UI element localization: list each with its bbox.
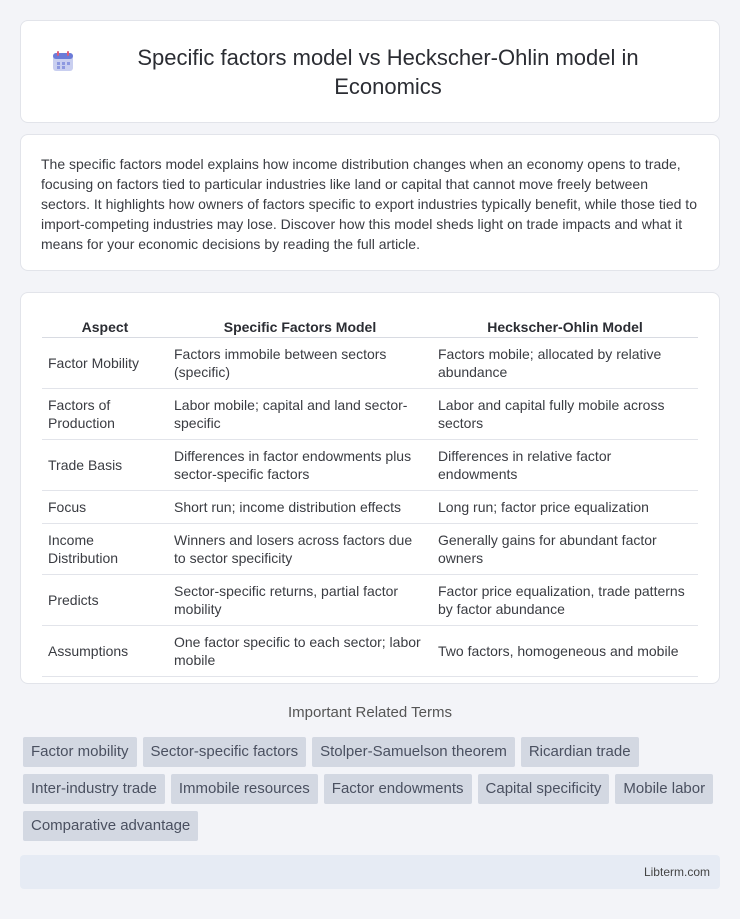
related-terms-list [23, 737, 723, 848]
cell-ho: Differences in relative factor endowments [432, 440, 698, 491]
cell-specific: Short run; income distribution effects [168, 491, 432, 524]
cell-aspect: Income Distribution [42, 524, 168, 575]
tag-capital-specificity[interactable]: Capital specificity [478, 774, 610, 804]
cell-ho: Two factors, homogeneous and mobile [432, 626, 698, 677]
intro-text: The specific factors model explains how income distribution changes when an economy opens to trade, focusing on factors tied to particular industries like land or capital that cannot move freely between sectors. It highlights how owners of factors specific to export industries typically benefit, while those tied to import-competing industries may lose. Discover how this model sheds light on trade impacts and what it means for your economic decisions by reading the full article. [41, 156, 697, 252]
intro-card [20, 134, 720, 271]
cell-aspect: Trade Basis [42, 440, 168, 491]
tag-sector-specific-factors[interactable]: Sector-specific factors [143, 737, 307, 767]
cell-specific: Winners and losers across factors due to sector specificity [168, 524, 432, 575]
header-specific-factors: Specific Factors Model [168, 315, 432, 338]
table-row [42, 575, 698, 626]
cell-aspect: Factors of Production [42, 389, 168, 440]
tag-factor-mobility[interactable]: Factor mobility [23, 737, 137, 767]
page-title: Specific factors model vs Heckscher-Ohlin model in Economics [137, 44, 639, 99]
comparison-card [20, 292, 720, 684]
footer-site-link[interactable]: Libterm.com [643, 865, 710, 879]
cell-aspect: Focus [42, 491, 168, 524]
table-row [42, 524, 698, 575]
comparison-table [42, 315, 698, 677]
cell-ho: Generally gains for abundant factor owners [432, 524, 698, 575]
table-row [42, 389, 698, 440]
header-heckscher-ohlin: Heckscher-Ohlin Model [432, 315, 698, 338]
cell-specific: Sector-specific returns, partial factor mobility [168, 575, 432, 626]
tag-factor-endowments[interactable]: Factor endowments [324, 774, 472, 804]
cell-specific: Factors immobile between sectors (specific) [168, 338, 432, 389]
tag-inter-industry-trade[interactable]: Inter-industry trade [23, 774, 165, 804]
cell-specific: One factor specific to each sector; labor mobile [168, 626, 432, 677]
cell-aspect: Assumptions [42, 626, 168, 677]
related-terms-title: Important Related Terms [288, 704, 452, 721]
title-wrap [51, 43, 689, 101]
title-card [20, 20, 720, 123]
cell-specific: Differences in factor endowments plus sector-specific factors [168, 440, 432, 491]
table-row [42, 440, 698, 491]
cell-ho: Long run; factor price equalization [432, 491, 698, 524]
table-row [42, 338, 698, 389]
cell-ho: Factors mobile; allocated by relative abundance [432, 338, 698, 389]
table-row [42, 491, 698, 524]
header-aspect: Aspect [42, 315, 168, 338]
tag-mobile-labor[interactable]: Mobile labor [615, 774, 713, 804]
cell-specific: Labor mobile; capital and land sector-specific [168, 389, 432, 440]
cell-aspect: Predicts [42, 575, 168, 626]
table-header-row [42, 315, 698, 338]
tag-ricardian-trade[interactable]: Ricardian trade [521, 737, 639, 767]
calendar-icon [51, 49, 75, 73]
tag-stolper-samuelson[interactable]: Stolper-Samuelson theorem [312, 737, 515, 767]
footer [20, 855, 720, 889]
cell-ho: Labor and capital fully mobile across sectors [432, 389, 698, 440]
cell-ho: Factor price equalization, trade patterns by factor abundance [432, 575, 698, 626]
tag-comparative-advantage[interactable]: Comparative advantage [23, 811, 198, 841]
tag-immobile-resources[interactable]: Immobile resources [171, 774, 318, 804]
cell-aspect: Factor Mobility [42, 338, 168, 389]
table-row [42, 626, 698, 677]
